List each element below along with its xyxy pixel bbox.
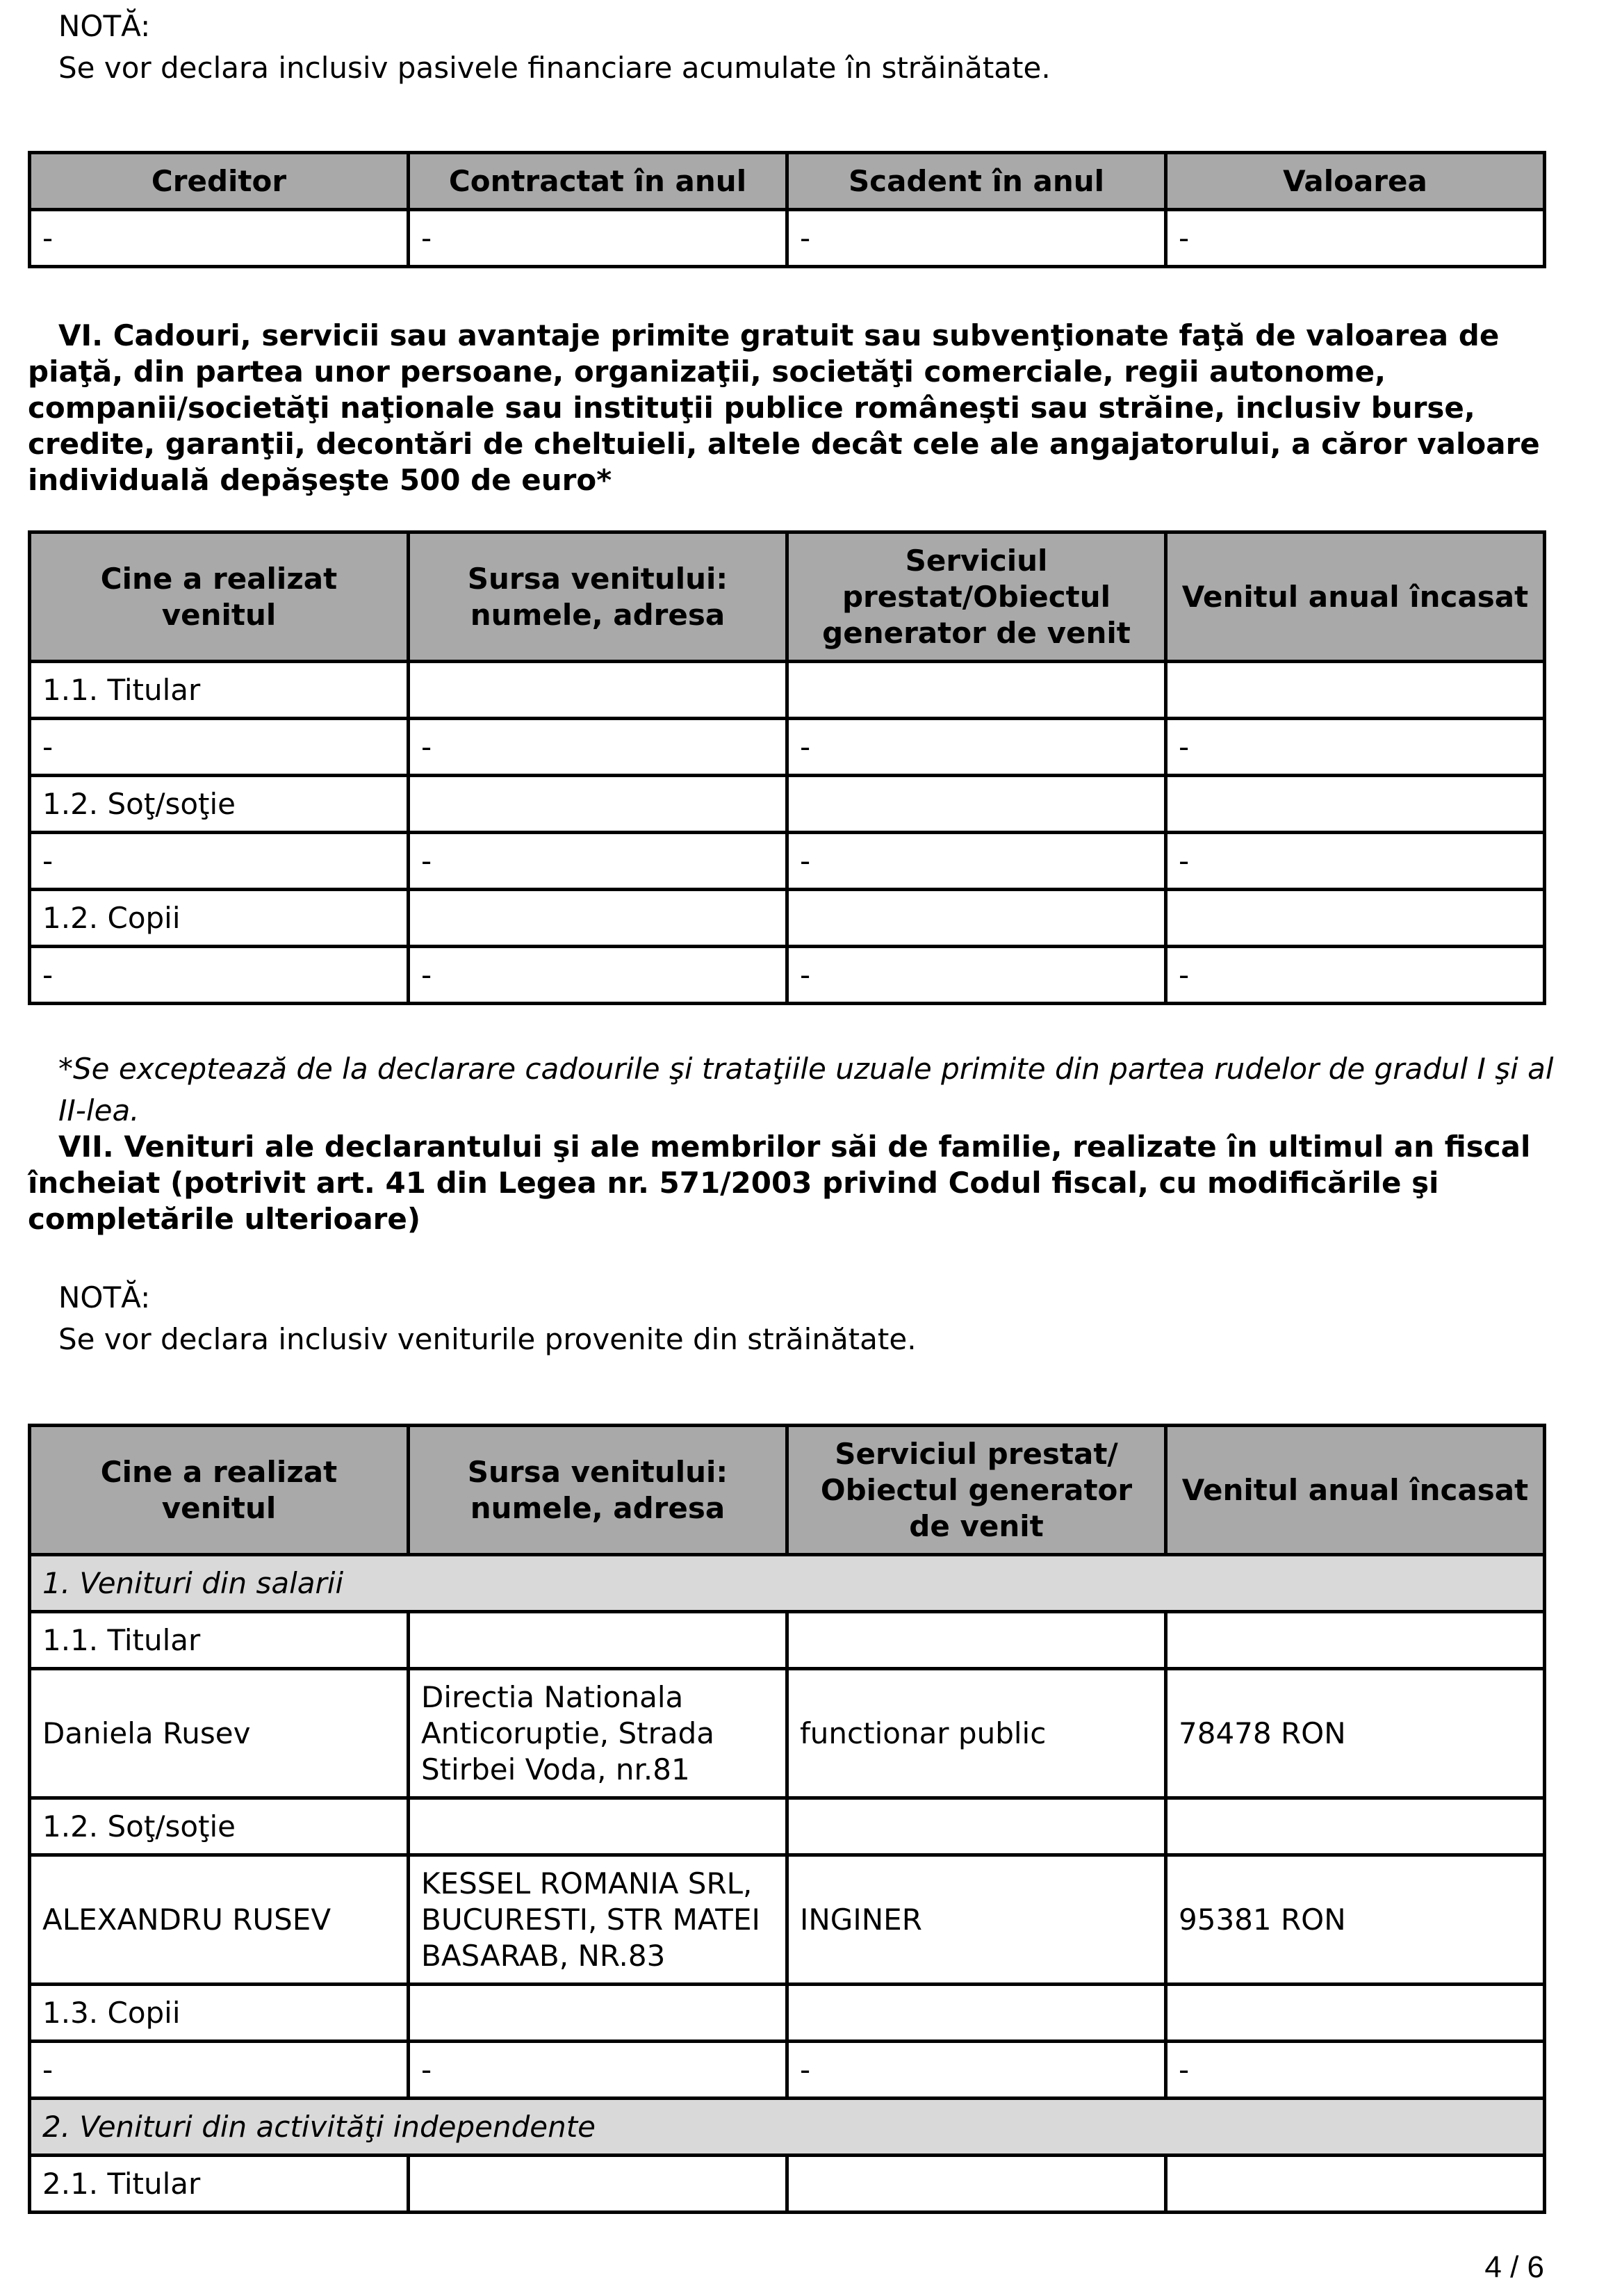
note-label: NOTĂ: bbox=[58, 9, 151, 43]
table-row bbox=[30, 1798, 1545, 1855]
header-contracted-year: Contractat în anul bbox=[409, 153, 787, 210]
table-cell bbox=[1166, 1985, 1545, 2042]
table-cell: - bbox=[409, 947, 787, 1004]
note-income bbox=[28, 1277, 1573, 1360]
table-row bbox=[30, 890, 1545, 947]
table-cell: - bbox=[787, 947, 1166, 1004]
table-cell: ALEXANDRU RUSEV bbox=[30, 1855, 409, 1985]
table-row bbox=[30, 833, 1545, 890]
table-cell bbox=[409, 890, 787, 947]
note-text: Se vor declara inclusiv veniturile provenite din străinătate. bbox=[58, 1322, 917, 1356]
header-source: Sursa venitului: numele, adresa bbox=[409, 1426, 787, 1555]
table-cell bbox=[409, 2156, 787, 2213]
table-cell bbox=[409, 776, 787, 833]
header-who: Cine a realizat venitul bbox=[30, 1426, 409, 1555]
table-cell: 1.2. Soţ/soţie bbox=[30, 776, 409, 833]
table-cell: - bbox=[30, 210, 409, 267]
table-cell: 1.1. Titular bbox=[30, 662, 409, 719]
table-cell bbox=[787, 1612, 1166, 1669]
table-cell: - bbox=[30, 947, 409, 1004]
header-service: Serviciul prestat/Obiectul generator de venit bbox=[787, 532, 1166, 662]
table-cell: - bbox=[787, 833, 1166, 890]
table-cell bbox=[1166, 776, 1545, 833]
table-cell: - bbox=[1166, 947, 1545, 1004]
table-cell: 78478 RON bbox=[1166, 1669, 1545, 1798]
income-table bbox=[28, 1424, 1546, 2214]
table-cell: - bbox=[409, 719, 787, 776]
table-cell bbox=[1166, 2156, 1545, 2213]
table-cell bbox=[409, 1798, 787, 1855]
table-row bbox=[30, 662, 1545, 719]
table-row bbox=[30, 210, 1545, 267]
table-cell: - bbox=[409, 833, 787, 890]
section-vii-heading: VII. Venituri ale declarantului şi ale membrilor săi de familie, realizate în ultimul an fiscal încheiat (potrivit art. 41 din Legea nr. 571/2003 privind Codul fiscal, cu modificările şi completările ulterioare) bbox=[28, 1130, 1531, 1236]
gifts-footnote: *Se exceptează de la declarare cadourile şi trataţiile uzuale primite din partea rudelor de gradul I şi al II-lea. bbox=[58, 1052, 1554, 1127]
table-cell: 1.3. Copii bbox=[30, 1985, 409, 2042]
table-row bbox=[30, 1855, 1545, 1985]
table-cell: - bbox=[1166, 210, 1545, 267]
gifts-table bbox=[28, 530, 1546, 1005]
table-cell bbox=[409, 1612, 787, 1669]
table-cell: - bbox=[30, 833, 409, 890]
table-cell: 1.2. Soţ/soţie bbox=[30, 1798, 409, 1855]
table-cell: Daniela Rusev bbox=[30, 1669, 409, 1798]
table-cell: - bbox=[409, 210, 787, 267]
note-text: Se vor declara inclusiv pasivele financiare acumulate în străinătate. bbox=[58, 51, 1051, 85]
table-cell: - bbox=[1166, 719, 1545, 776]
header-who: Cine a realizat venitul bbox=[30, 532, 409, 662]
table-row bbox=[30, 1612, 1545, 1669]
table-row bbox=[30, 719, 1545, 776]
section-label: 2. Venituri din activităţi independente bbox=[30, 2099, 1545, 2156]
section-row-salaries bbox=[30, 1555, 1545, 1612]
header-income: Venitul anual încasat bbox=[1166, 1426, 1545, 1555]
table-row bbox=[30, 1669, 1545, 1798]
table-cell: - bbox=[1166, 2042, 1545, 2099]
note-label: NOTĂ: bbox=[58, 1280, 151, 1314]
table-cell bbox=[1166, 662, 1545, 719]
table-cell: - bbox=[787, 2042, 1166, 2099]
table-header-row bbox=[30, 532, 1545, 662]
table-cell bbox=[787, 1798, 1166, 1855]
table-cell: Directia Nationala Anticoruptie, Strada Stirbei Voda, nr.81 bbox=[409, 1669, 787, 1798]
table-cell bbox=[1166, 1612, 1545, 1669]
table-cell: - bbox=[787, 719, 1166, 776]
table-row bbox=[30, 2156, 1545, 2213]
table-cell bbox=[1166, 890, 1545, 947]
header-income: Venitul anual încasat bbox=[1166, 532, 1545, 662]
table-cell: KESSEL ROMANIA SRL, BUCURESTI, STR MATEI BASARAB, NR.83 bbox=[409, 1855, 787, 1985]
table-cell bbox=[787, 2156, 1166, 2213]
table-cell: - bbox=[30, 719, 409, 776]
table-cell: - bbox=[1166, 833, 1545, 890]
table-cell: - bbox=[409, 2042, 787, 2099]
header-value: Valoarea bbox=[1166, 153, 1545, 210]
table-cell: 1.1. Titular bbox=[30, 1612, 409, 1669]
table-cell bbox=[787, 662, 1166, 719]
debts-table bbox=[28, 151, 1546, 268]
table-cell: 2.1. Titular bbox=[30, 2156, 409, 2213]
table-row bbox=[30, 2042, 1545, 2099]
page-number: 4 / 6 bbox=[1484, 2250, 1544, 2284]
table-cell bbox=[787, 776, 1166, 833]
table-cell bbox=[787, 1985, 1166, 2042]
header-source: Sursa venitului: numele, adresa bbox=[409, 532, 787, 662]
table-header-row bbox=[30, 1426, 1545, 1555]
section-row-independent bbox=[30, 2099, 1545, 2156]
table-cell bbox=[1166, 1798, 1545, 1855]
header-due-year: Scadent în anul bbox=[787, 153, 1166, 210]
header-service: Serviciul prestat/ Obiectul generator de venit bbox=[787, 1426, 1166, 1555]
header-creditor: Creditor bbox=[30, 153, 409, 210]
section-label: 1. Venituri din salarii bbox=[30, 1555, 1545, 1612]
section-vi-heading: VI. Cadouri, servicii sau avantaje primite gratuit sau subvenţionate faţă de valoarea de piaţă, din partea unor persoane, organizaţii, societăţi comerciale, regii autonome, companii/societăţi naţionale sau instituţii publice româneşti sau străine, inclusiv burse, credite, garanţii, decontări de cheltuieli, altele decât cele ale angajatorului, a căror valoare individuală depăşeşte 500 de euro* bbox=[28, 318, 1540, 497]
table-cell bbox=[409, 1985, 787, 2042]
table-cell: - bbox=[787, 210, 1166, 267]
table-cell: functionar public bbox=[787, 1669, 1166, 1798]
table-cell: - bbox=[30, 2042, 409, 2099]
table-cell: INGINER bbox=[787, 1855, 1166, 1985]
table-cell: 1.2. Copii bbox=[30, 890, 409, 947]
table-header-row bbox=[30, 153, 1545, 210]
table-row bbox=[30, 947, 1545, 1004]
note-top bbox=[28, 6, 1573, 89]
table-cell: 95381 RON bbox=[1166, 1855, 1545, 1985]
table-row bbox=[30, 1985, 1545, 2042]
table-row bbox=[30, 776, 1545, 833]
table-cell bbox=[787, 890, 1166, 947]
table-cell bbox=[409, 662, 787, 719]
